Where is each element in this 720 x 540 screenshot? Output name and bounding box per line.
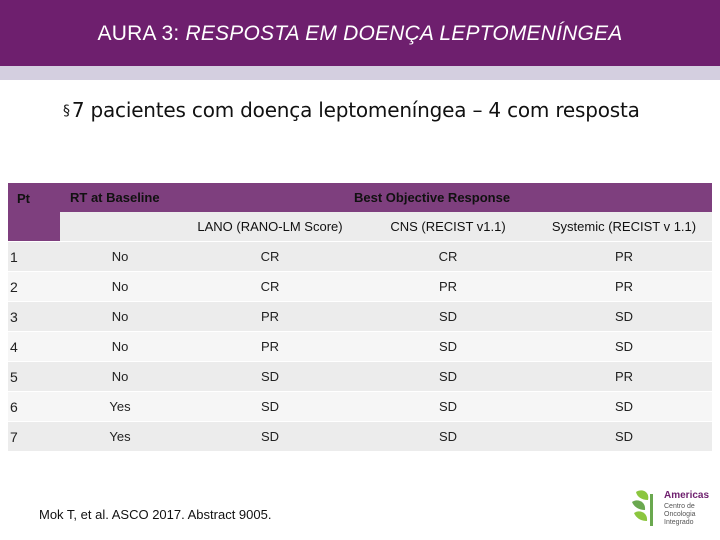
header-best-response-label: Best Objective Response <box>354 190 511 205</box>
table-row <box>8 362 712 392</box>
bullet-point <box>63 98 640 122</box>
header-pt: Pt <box>8 183 60 242</box>
title-italic: RESPOSTA EM DOENÇA LEPTOMENÍNGEA <box>185 22 623 45</box>
cell-rt: No <box>60 332 180 362</box>
table-row <box>8 392 712 422</box>
cell-lano: SD <box>180 392 360 422</box>
logo-name: Americas <box>664 490 710 501</box>
cell-systemic: SD <box>536 332 712 362</box>
leaf-logo-icon <box>628 486 662 530</box>
table-row <box>8 272 712 302</box>
cell-cns: SD <box>360 362 536 392</box>
cell-lano: PR <box>180 302 360 332</box>
header-rt-baseline: RT at Baseline <box>60 183 360 212</box>
table-row <box>8 422 712 452</box>
response-table <box>8 183 712 451</box>
cell-cns: SD <box>360 422 536 452</box>
header-best-response <box>354 183 712 212</box>
cell-cns: SD <box>360 302 536 332</box>
cell-cns: SD <box>360 332 536 362</box>
bullet-mark: § <box>63 103 70 119</box>
cell-systemic: PR <box>536 242 712 272</box>
cell-rt: No <box>60 302 180 332</box>
cell-cns: PR <box>360 272 536 302</box>
table-subheader-row <box>8 212 712 242</box>
subheader-lano: LANO (RANO-LM Score) <box>180 212 360 242</box>
table-row <box>8 242 712 272</box>
cell-pt: 5 <box>8 362 60 392</box>
cell-pt: 1 <box>8 242 60 272</box>
cell-pt: 3 <box>8 302 60 332</box>
cell-lano: SD <box>180 362 360 392</box>
subheader-cns: CNS (RECIST v1.1) <box>360 212 536 242</box>
cell-lano: CR <box>180 242 360 272</box>
title-strip <box>0 66 720 80</box>
cell-rt: Yes <box>60 392 180 422</box>
table-row <box>8 332 712 362</box>
cell-systemic: PR <box>536 362 712 392</box>
cell-pt: 6 <box>8 392 60 422</box>
cell-pt: 4 <box>8 332 60 362</box>
logo-subtitle: Centro de Oncologia Integrado <box>664 503 696 526</box>
cell-systemic: SD <box>536 422 712 452</box>
bullet-text: 7 pacientes com doença leptomeníngea – 4 com resposta <box>71 98 640 122</box>
title-bar <box>0 0 720 66</box>
cell-rt: No <box>60 362 180 392</box>
table-header-row <box>8 183 712 212</box>
table-row <box>8 302 712 332</box>
cell-rt: Yes <box>60 422 180 452</box>
cell-systemic: SD <box>536 302 712 332</box>
cell-lano: PR <box>180 332 360 362</box>
cell-cns: SD <box>360 392 536 422</box>
cell-systemic: SD <box>536 392 712 422</box>
title-prefix: AURA 3: <box>97 22 186 45</box>
cell-systemic: PR <box>536 272 712 302</box>
cell-rt: No <box>60 272 180 302</box>
cell-pt: 7 <box>8 422 60 452</box>
cell-lano: SD <box>180 422 360 452</box>
americas-logo <box>628 486 718 532</box>
subheader-blank <box>60 212 180 242</box>
subheader-systemic: Systemic (RECIST v 1.1) <box>536 212 712 242</box>
slide-title <box>0 22 720 46</box>
cell-lano: CR <box>180 272 360 302</box>
citation: Mok T, et al. ASCO 2017. Abstract 9005. <box>39 507 272 522</box>
cell-pt: 2 <box>8 272 60 302</box>
cell-rt: No <box>60 242 180 272</box>
cell-cns: CR <box>360 242 536 272</box>
